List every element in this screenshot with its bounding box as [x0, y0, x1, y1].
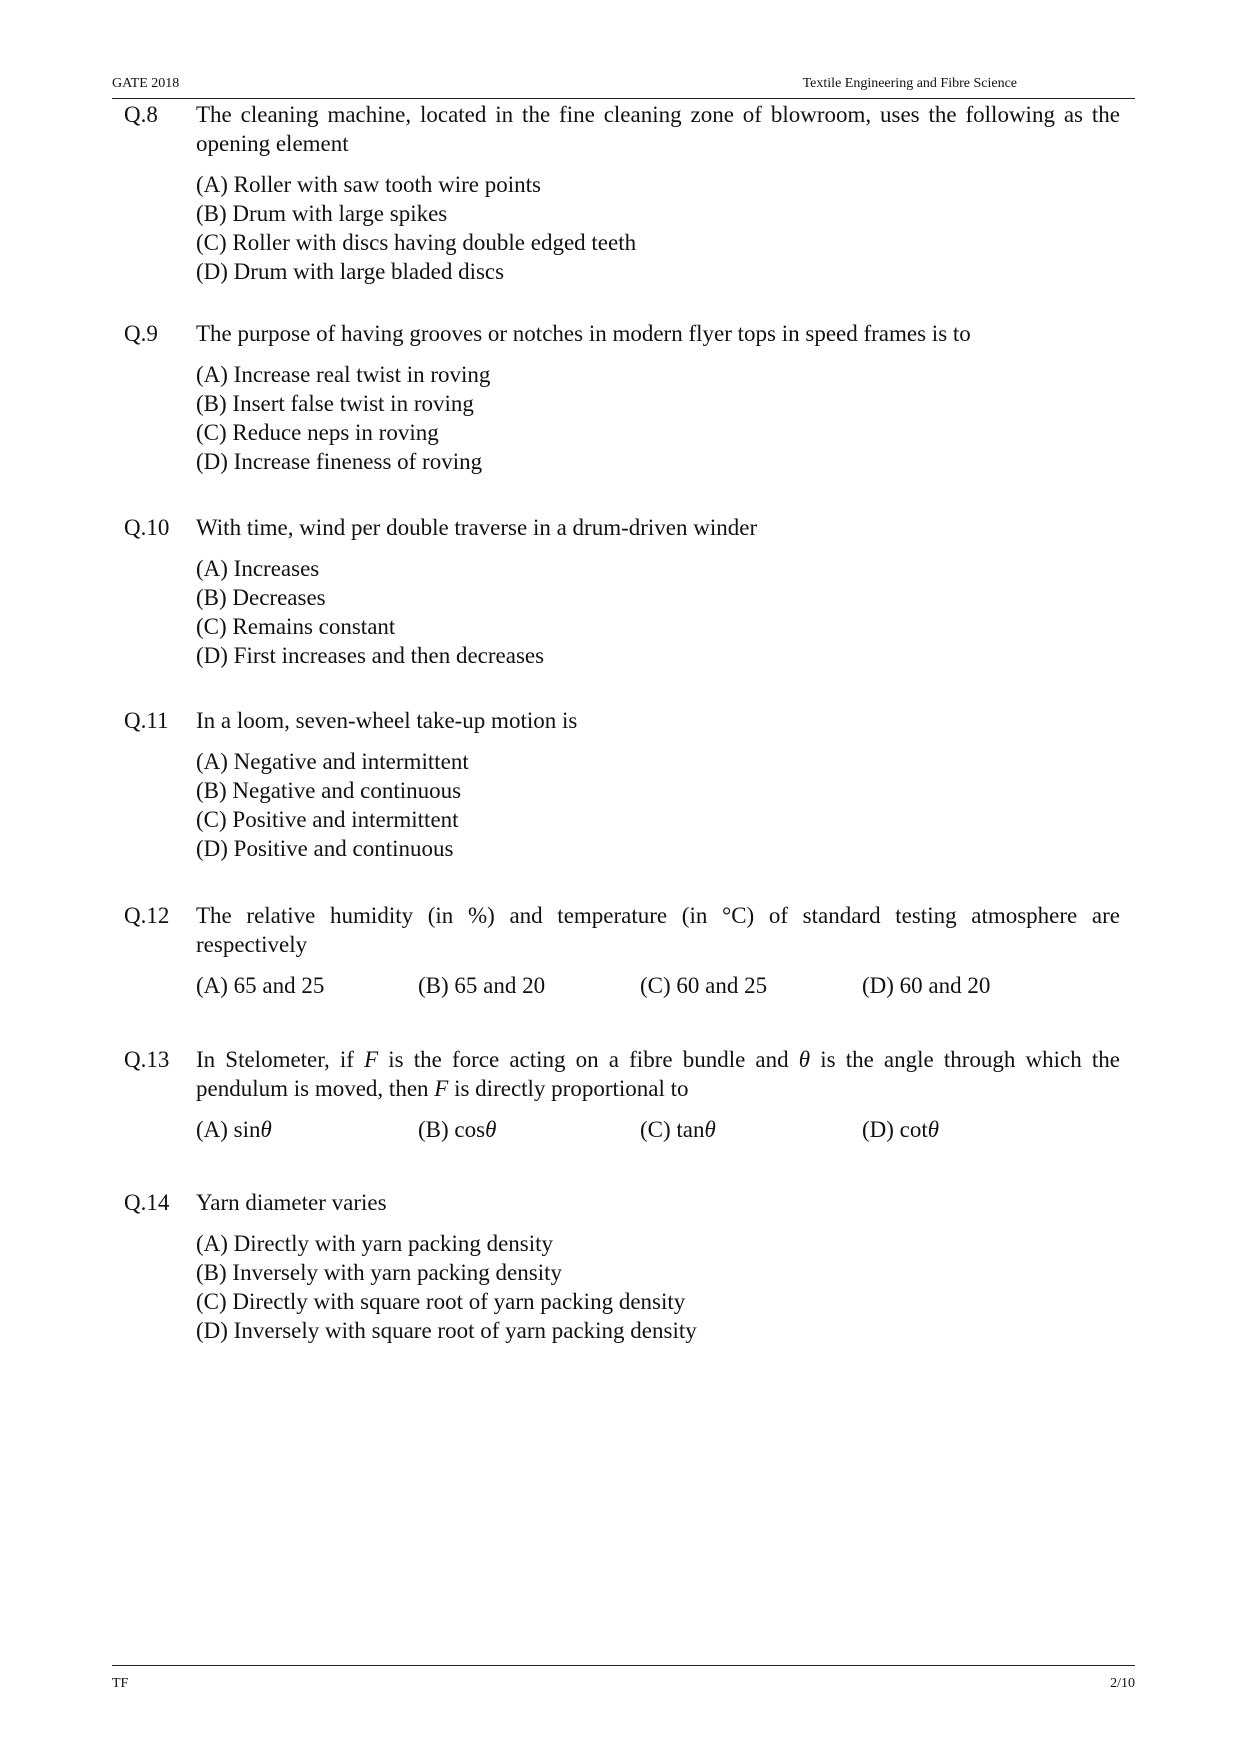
question-number: Q.8 — [124, 102, 158, 127]
option-a: (A) Increase real twist in roving — [196, 362, 491, 387]
option-c — [640, 1115, 862, 1144]
option-c: (C) Positive and intermittent — [196, 807, 459, 832]
theta-symbol: θ — [485, 1117, 497, 1142]
question-q13 — [124, 1045, 1120, 1144]
question-q8 — [124, 100, 1120, 286]
question-number: Q.13 — [124, 1047, 170, 1072]
options-list — [196, 1229, 1120, 1345]
stem-text: In Stelometer, if — [196, 1047, 365, 1072]
option-a: (A) Increases — [196, 556, 320, 581]
option-c: (C) Remains constant — [196, 614, 396, 639]
force-symbol: F — [364, 1047, 379, 1072]
option-d: (D) Inversely with square root of yarn packing density — [196, 1318, 697, 1343]
question-number: Q.10 — [124, 515, 170, 540]
question-stem — [196, 1045, 1120, 1103]
question-number: Q.12 — [124, 903, 170, 928]
stem-text: is the angle through which the pendulum is moved, then — [196, 1047, 1120, 1101]
question-number: Q.11 — [124, 708, 169, 733]
theta-symbol: θ — [704, 1117, 716, 1142]
option-a: (A) Roller with saw tooth wire points — [196, 172, 541, 197]
option-d: (D) First increases and then decreases — [196, 643, 545, 668]
question-q12 — [124, 901, 1120, 1000]
option-b: (B) Insert false twist in roving — [196, 391, 474, 416]
options-list — [196, 554, 1120, 670]
question-q9 — [124, 319, 1120, 476]
question-stem: In a loom, seven-wheel take-up motion is — [196, 708, 578, 733]
question-stem: The relative humidity (in %) and temperature (in °C) of standard testing atmosphere are respectively — [196, 903, 1120, 957]
option-label: (B) cos — [418, 1117, 486, 1142]
question-q11 — [124, 706, 1120, 863]
option-b: (B) Inversely with yarn packing density — [196, 1260, 562, 1285]
paper-subject: Textile Engineering and Fibre Science — [802, 76, 1017, 91]
option-d — [862, 1115, 1084, 1144]
question-stem: The cleaning machine, located in the fine cleaning zone of blowroom, uses the following as the opening element — [196, 102, 1120, 156]
option-d: (D) Drum with large bladed discs — [196, 259, 505, 284]
option-a: (A) 65 and 25 — [196, 973, 325, 998]
question-stem: With time, wind per double traverse in a drum-driven winder — [196, 515, 758, 540]
options-list — [196, 747, 1120, 863]
theta-symbol: θ — [798, 1047, 811, 1072]
force-symbol: F — [434, 1076, 449, 1101]
option-d: (D) Increase fineness of roving — [196, 449, 483, 474]
theta-symbol: θ — [927, 1117, 940, 1142]
option-label: (D) cot — [862, 1117, 928, 1142]
option-c: (C) Directly with square root of yarn packing density — [196, 1289, 686, 1314]
option-b — [418, 1115, 640, 1144]
question-number: Q.9 — [124, 321, 158, 346]
option-label: (A) sin — [196, 1117, 261, 1142]
options-list — [196, 170, 1120, 286]
option-c: (C) Roller with discs having double edged teeth — [196, 230, 637, 255]
question-q14 — [124, 1188, 1120, 1345]
theta-symbol: θ — [260, 1117, 272, 1142]
question-stem: Yarn diameter varies — [196, 1190, 387, 1215]
option-a: (A) Negative and intermittent — [196, 749, 469, 774]
paper-code: TF — [112, 1676, 129, 1691]
option-a — [196, 1115, 418, 1144]
exam-title: GATE 2018 — [112, 76, 180, 91]
question-number: Q.14 — [124, 1190, 170, 1215]
options-list — [196, 360, 1120, 476]
option-label: (C) tan — [640, 1117, 705, 1142]
page-header — [112, 74, 1135, 99]
option-a: (A) Directly with yarn packing density — [196, 1231, 554, 1256]
question-q10 — [124, 513, 1120, 670]
option-b: (B) Drum with large spikes — [196, 201, 448, 226]
page-footer — [112, 1665, 1135, 1696]
options-row — [196, 1115, 1120, 1144]
option-b: (B) 65 and 20 — [418, 973, 546, 998]
option-d: (D) 60 and 20 — [862, 973, 991, 998]
option-b: (B) Negative and continuous — [196, 778, 462, 803]
page-number: 2/10 — [1110, 1676, 1135, 1691]
options-row — [196, 971, 1120, 1000]
stem-text: is directly proportional to — [448, 1076, 689, 1101]
option-c: (C) 60 and 25 — [640, 973, 768, 998]
option-d: (D) Positive and continuous — [196, 836, 454, 861]
stem-text: is the force acting on a fibre bundle and — [378, 1047, 799, 1072]
option-b: (B) Decreases — [196, 585, 326, 610]
question-stem: The purpose of having grooves or notches in modern flyer tops in speed frames is to — [196, 321, 971, 346]
option-c: (C) Reduce neps in roving — [196, 420, 439, 445]
